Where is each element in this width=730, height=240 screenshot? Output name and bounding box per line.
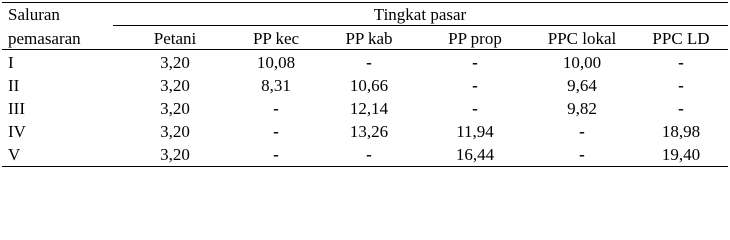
table-cell: 8,31 — [261, 76, 291, 95]
table-cell: 10,00 — [562, 53, 602, 72]
table-cell: - — [678, 76, 684, 95]
table-cell: 10,08 — [256, 53, 296, 72]
table-cell: - — [366, 145, 372, 164]
header-bottom-rule — [2, 49, 728, 50]
row-label: IV — [8, 122, 26, 141]
table-cell: - — [678, 99, 684, 118]
column-header-pp-kab: PP kab — [345, 29, 393, 48]
row-header-saluran: Saluran — [8, 5, 60, 24]
row-label: II — [8, 76, 20, 95]
row-label: V — [8, 145, 21, 164]
column-header-petani: Petani — [153, 29, 197, 48]
column-header-ppc-ld: PPC LD — [652, 29, 710, 48]
table-cell: - — [579, 122, 585, 141]
table-cell: 9,82 — [567, 99, 597, 118]
table-cell: - — [472, 53, 478, 72]
table-cell: - — [472, 99, 478, 118]
table-cell: 3,20 — [160, 53, 190, 72]
table-cell: 19,40 — [661, 145, 701, 164]
table-cell: - — [273, 145, 279, 164]
group-header-tingkat-pasar: Tingkat pasar — [373, 5, 467, 24]
column-header-ppc-lokal: PPC lokal — [547, 29, 617, 48]
table-cell: - — [579, 145, 585, 164]
table-cell: 10,66 — [349, 76, 389, 95]
table-cell: 12,14 — [349, 99, 389, 118]
top-rule — [2, 2, 728, 3]
row-label: I — [8, 53, 14, 72]
table-cell: 18,98 — [661, 122, 701, 141]
table-cell: 3,20 — [160, 76, 190, 95]
group-header-rule — [113, 25, 728, 26]
table-cell: 3,20 — [160, 122, 190, 141]
column-header-pp-prop: PP prop — [448, 29, 502, 48]
row-label: III — [8, 99, 25, 118]
table-cell: 3,20 — [160, 145, 190, 164]
table-cell: - — [273, 122, 279, 141]
table-cell: 11,94 — [456, 122, 494, 141]
table-cell: 16,44 — [455, 145, 495, 164]
table-cell: - — [472, 76, 478, 95]
bottom-rule — [2, 166, 728, 167]
table-cell: 13,26 — [349, 122, 389, 141]
table-cell: 3,20 — [160, 99, 190, 118]
table-cell: 9,64 — [567, 76, 597, 95]
column-header-pp-kec: PP kec — [252, 29, 300, 48]
table-cell: - — [273, 99, 279, 118]
row-header-pemasaran: pemasaran — [8, 29, 81, 48]
table-cell: - — [366, 53, 372, 72]
table-cell: - — [678, 53, 684, 72]
